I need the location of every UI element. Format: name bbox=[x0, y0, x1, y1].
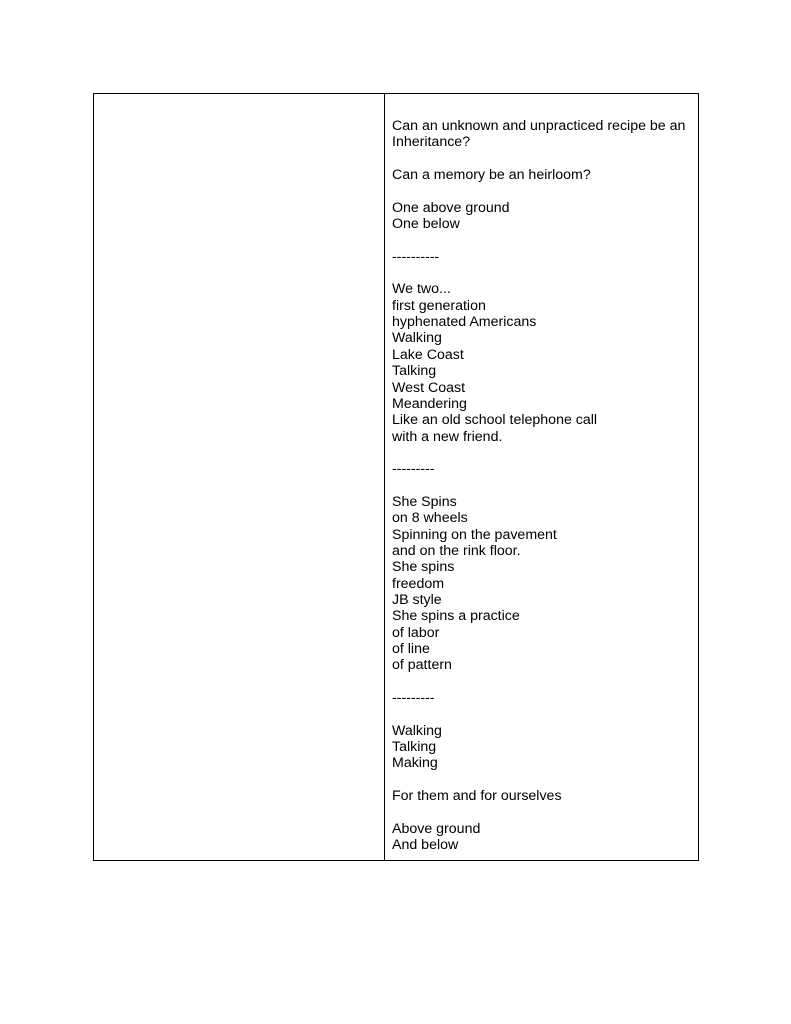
poem-line bbox=[392, 804, 690, 820]
poem-line: For them and for ourselves bbox=[392, 788, 562, 805]
poem-line: --------- bbox=[392, 690, 435, 707]
poem-line: Making bbox=[392, 755, 438, 772]
poem-line bbox=[392, 772, 690, 788]
poem-line: She spins bbox=[392, 559, 455, 576]
poem-line bbox=[392, 151, 690, 167]
poem-line bbox=[392, 674, 690, 690]
poem-line: Can a memory be an heirloom? bbox=[392, 167, 591, 184]
poem-line bbox=[392, 445, 690, 461]
poem-line: Can an unknown and unpracticed recipe be an bbox=[392, 118, 686, 134]
poem-line: Walking bbox=[392, 722, 442, 739]
poem-line bbox=[392, 265, 690, 281]
poem-line bbox=[392, 478, 690, 494]
poem-line: And below bbox=[392, 837, 459, 854]
poem-line: and on the rink floor. bbox=[392, 542, 521, 559]
poem-line: Talking bbox=[392, 739, 437, 756]
poem-line: with a new friend. bbox=[392, 428, 503, 445]
poem-line: of labor bbox=[392, 624, 440, 641]
poem-line: Spinning on the pavement bbox=[392, 526, 557, 543]
poem-line: Inheritance? bbox=[392, 134, 471, 151]
poem-line: first generation bbox=[392, 297, 486, 314]
poem-line: Walking bbox=[392, 330, 442, 347]
poem-line bbox=[392, 706, 690, 722]
poem-line bbox=[392, 232, 690, 248]
poem-line: JB style bbox=[392, 591, 442, 608]
poem-line: Meandering bbox=[392, 395, 467, 412]
poem-line bbox=[392, 183, 690, 199]
poem-line: of pattern bbox=[392, 657, 452, 674]
poem-line: ---------- bbox=[392, 248, 440, 265]
table-cell-left bbox=[94, 94, 385, 860]
table-cell-right bbox=[385, 94, 698, 860]
poem-line: One below bbox=[392, 216, 460, 233]
poem-line: --------- bbox=[392, 461, 435, 478]
document-table bbox=[93, 93, 699, 861]
poem-line: freedom bbox=[392, 575, 445, 592]
poem-line: West Coast bbox=[392, 379, 466, 396]
poem-line: Lake Coast bbox=[392, 346, 464, 363]
poem-line: hyphenated Americans bbox=[392, 314, 537, 331]
poem-line: Like an old school telephone call bbox=[392, 412, 598, 429]
poem-line: Talking bbox=[392, 363, 437, 380]
poem-line: She spins a practice bbox=[392, 608, 520, 625]
poem-line: of line bbox=[392, 641, 430, 657]
poem-line: on 8 wheels bbox=[392, 510, 468, 527]
poem-line: One above ground bbox=[392, 199, 510, 216]
poem-line: We two... bbox=[392, 281, 451, 298]
poem-line: She Spins bbox=[392, 493, 457, 510]
poem-line: Above ground bbox=[392, 820, 481, 837]
